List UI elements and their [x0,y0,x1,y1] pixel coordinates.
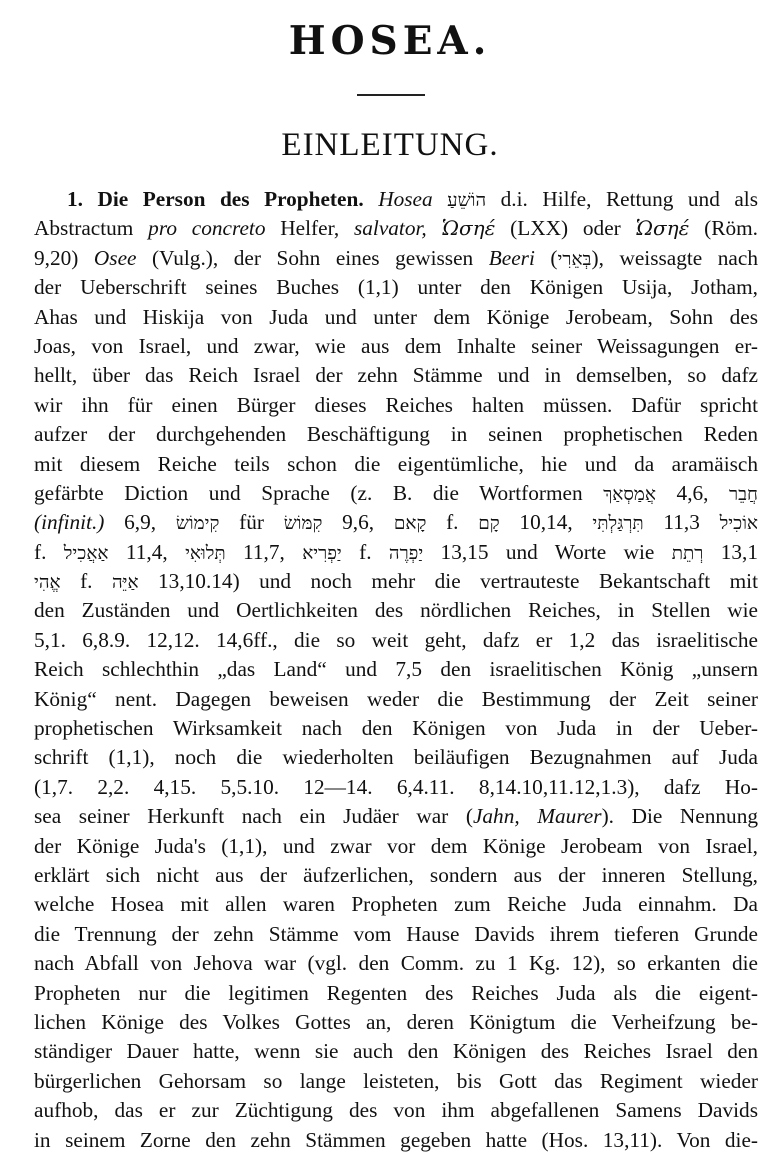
hebrew-word: אֲמַסְאַךְ [603,483,656,505]
hebrew-word: הוֹשֵׁעַ [447,190,487,211]
text-line [34,538,758,567]
text-line [34,949,758,978]
text-line [34,890,758,919]
text-run: 13,1 [703,539,758,564]
text-line [34,1037,758,1066]
text-run: (Röm. [689,216,758,241]
text-line [34,361,758,390]
text-line [34,244,758,273]
text-run: Helfer, [265,216,354,241]
text-run: Joas, von Israel, und zwar, wie aus dem Inhalte seiner Weissagungen er- [34,333,758,358]
text-line [34,567,758,596]
text-line [34,420,758,449]
hebrew-word: בְּאֵרִי [557,248,592,270]
text-line [34,743,758,772]
hebrew-word: קִימוֹשׂ [175,513,220,535]
paragraph-heading: 1. Die Person des Propheten. [67,187,364,211]
greek-word: Ὡσηέ [441,216,496,241]
text-line [34,685,758,714]
text-run: Ahas und Hiskija von Juda und unter dem Könige Jerobeam, Sohn des [34,304,758,329]
text-run: König“ nent. Dagegen beweisen weder die Bestimmung der Zeit seiner [34,686,758,711]
book-title: HOSEA. [288,18,492,64]
text-run: welche Hosea mit allen waren Propheten zum Reiche Juda einnahm. Da [34,892,758,917]
text-line [34,214,758,243]
text-run: Propheten nur die legitimen Regenten des Reiches Juda als die eigent- [34,980,758,1005]
greek-word: Ὡσηέ [635,216,690,241]
text-run: prophetischen Wirksamkeit nach den Königen von Juda in der Ueber- [34,716,758,741]
hebrew-word: אֱהִי [34,572,61,594]
text-run: f. [60,569,112,594]
text-line [34,655,758,684]
text-run: d.i. Hilfe, Rettung und als [486,187,759,211]
text-run: die Trennung der zehn Stämme vom Hause Davids ihrem tieferen Grunde [34,921,758,946]
italic-text: (infinit.) [34,510,105,535]
text-run: gefärbte Diction und Sprache (z. B. die Wortformen [34,480,604,505]
text-run: ), weissagte nach [591,245,758,270]
text-run: ständiger Dauer hatte, wenn sie auch den Königen des Reiches Israel den [34,1039,758,1064]
italic-text: pro concreto [148,216,266,241]
text-run: der Könige Juda's (1,1), und zwar vor dem Könige Jerobeam von Israel, [34,833,758,858]
hebrew-word: תִּרְגַּלְתִּי [592,513,644,535]
title-divider [357,94,425,96]
text-run: sea seiner Herkunft nach ein Judäer war ( [34,804,473,829]
text-line [34,185,758,214]
text-run: f. [341,539,389,564]
text-run: mit diesem Reiche teils schon die eigentümliche, hie und da aramäisch [34,451,758,476]
text-run: den Zuständen und Oertlichkeiten des nördlichen Reiches, in Stellen wie [34,598,758,623]
text-run: hellt, über das Reich Israel der zehn Stämme und in demselben, so dafz [34,363,758,388]
hebrew-word: קָאם [393,513,427,535]
italic-text: Osee [93,245,137,270]
text-line [34,273,758,302]
text-line [34,920,758,949]
hebrew-word: חֲבֵר [729,483,758,505]
italic-text: Hosea [378,187,433,211]
hebrew-word: אוֹכִיל [719,513,759,535]
text-line [34,832,758,861]
hebrew-word: קָם [478,513,500,535]
text-line [34,773,758,802]
text-run: 5,1. 6,8.9. 12,12. 14,6ff., die so weit geht, dafz er 1,2 das israelitische [34,627,758,652]
text-run: 13,10.14) und noch mehr die vertrauteste Bekantschaft mit [138,569,758,594]
text-run: für [219,510,284,535]
text-line [34,1096,758,1125]
text-line [34,979,758,1008]
text-run: (Vulg.), der Sohn eines gewissen [136,245,489,270]
text-line [34,479,758,508]
text-run: schrift (1,1), noch die wiederholten beiläufigen Bezugnahmen auf Juda [34,745,758,770]
italic-text: salvator, [353,216,427,241]
text-line [34,1126,758,1155]
text-run: der Ueberschrift seines Buches (1,1) unter den Königen Usija, Jotham, [34,275,758,300]
text-run: 13,15 und Worte wie [423,539,672,564]
text-run: aufhob, das er zur Züchtigung des von ihm abgefallenen Samens Davids [34,1098,758,1123]
hebrew-word: תְּלוּאִי [185,542,226,564]
text-run: 4,6, [655,480,730,505]
text-line [34,508,758,537]
text-run [364,187,379,211]
text-line [34,332,758,361]
text-run [433,187,448,211]
section-heading: EINLEITUNG. [281,127,499,163]
text-line [34,802,758,831]
hebrew-word: יַפְרִיא [302,542,342,564]
text-line [34,714,758,743]
text-run: 10,14, [499,510,593,535]
body-text [34,185,758,1155]
text-run: bürgerlichen Gehorsam so lange leisteten, bis Gott das Regiment wieder [34,1068,758,1093]
text-run: 9,6, [322,510,394,535]
text-line [34,1008,758,1037]
text-run: 6,9, [104,510,176,535]
text-run: 11,7, [225,539,303,564]
hebrew-word: קִמּוֹשׂ [283,513,323,535]
text-run: aufzer der durchgehenden Beschäftigung in seinen prophetischen Reden [34,422,758,447]
italic-text: Jahn, Maurer [472,804,602,829]
text-run: nach Abfall von Jehova war (vgl. den Comm. zu 1 Kg. 12), so erkanten die [34,951,758,976]
text-run: lichen Könige des Volkes Gottes an, deren Königtum die Verheifzung be- [34,1009,758,1034]
text-line [34,861,758,890]
text-run: Abstractum [34,216,149,241]
text-run: (1,7. 2,2. 4,15. 5,5.10. 12—14. 6,4.11. 8,14.10,11.12,1.3), dafz Ho- [34,774,758,799]
text-run: wir ihn für einen Bürger dieses Reiches halten müssen. Dafür spricht [34,392,758,417]
text-line [34,303,758,332]
text-run: 9,20) [34,245,94,270]
text-line [34,450,758,479]
text-run: 11,3 [643,510,720,535]
text-line [34,391,758,420]
text-run: in seinem Zorne den zehn Stämmen gegeben hatte (Hos. 13,11). Von die- [34,1127,758,1152]
text-line [34,596,758,625]
text-run: ( [534,245,558,270]
text-run: Reich schlechthin „das Land“ und 7,5 den israelitischen König „unsern [34,657,758,682]
text-run: 11,4, [108,539,186,564]
text-run [427,216,442,240]
text-run: erklärt sich nicht aus der äufzerlichen, sondern aus der inneren Stellung, [34,862,758,887]
text-line [34,626,758,655]
hebrew-word: יַפְרֶה [388,542,424,564]
hebrew-word: רְתֵת [671,542,704,564]
italic-text: Beeri [488,245,535,270]
hebrew-word: אַאֲכִיל [63,542,109,564]
text-run: f. [426,510,479,535]
text-line [34,1067,758,1096]
text-run: f. [34,539,64,564]
text-run: ). Die Nennung [601,804,759,829]
text-run: (LXX) oder [495,216,636,241]
hebrew-word: אַיֵּה [111,572,139,594]
